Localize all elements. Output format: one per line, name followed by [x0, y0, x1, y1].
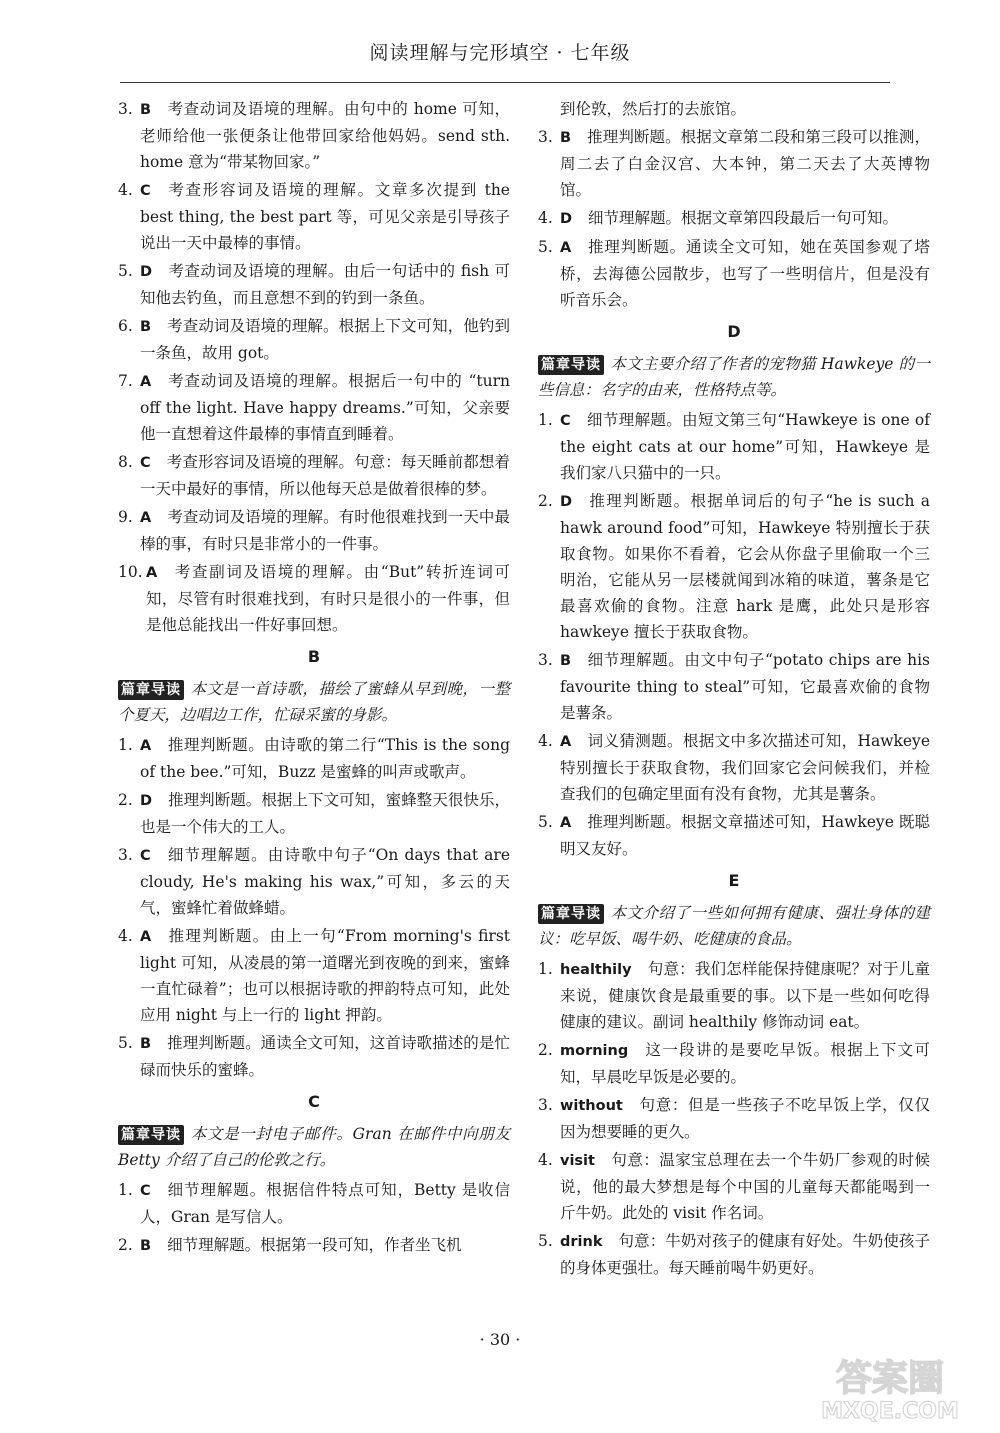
answer-item — [538, 809, 930, 862]
answer-key: D — [560, 494, 573, 510]
item-number: 4. — [118, 181, 133, 199]
explanation: 考查副词及语境的理解。由“But”转折连词可知，尽管有时很难找到，有时只是很小的一件事，但是他总能找出一件好事回想。 — [146, 563, 510, 634]
reading-guide-c — [118, 1121, 510, 1173]
answer-item — [538, 234, 930, 313]
guide-badge: 篇章导读 — [538, 355, 604, 375]
item-number: 8. — [118, 453, 133, 471]
answer-key: A — [140, 929, 152, 945]
explanation: 细节理解题。根据信件特点可知，Betty 是收信人，Gran 是写信人。 — [140, 1181, 510, 1226]
item-number: 5. — [538, 813, 553, 831]
answer-item — [118, 1232, 510, 1259]
guide-text: 本文主要介绍了作者的宠物猫 Hawkeye 的一些信息：名字的由来，性格特点等。 — [538, 355, 930, 399]
answer-key: drink — [560, 1234, 603, 1250]
item-number: 3. — [118, 846, 133, 864]
answer-item — [118, 177, 510, 256]
reading-guide-d — [538, 351, 930, 403]
answer-key: B — [140, 1238, 152, 1254]
answer-key: B — [140, 319, 152, 335]
guide-text: 本文是一首诗歌，描绘了蜜蜂从早到晚，一整个夏天，边唱边工作，忙碌采蜜的身影。 — [118, 680, 510, 724]
item-number: 10. — [118, 563, 143, 581]
item-number: 3. — [538, 651, 553, 669]
item-number: 1. — [118, 736, 133, 754]
left-column — [118, 96, 510, 1261]
answer-item — [118, 258, 510, 311]
explanation: 考查动词及语境的理解。根据上下文可知，他钓到一条鱼，故用 got。 — [140, 317, 510, 362]
explanation: 考查动词及语境的理解。根据后一句中的 “turn off the light. Have happy dreams.”可知，父亲要他一直想着这件最棒的事情直到睡着。 — [140, 372, 510, 443]
explanation: 考查动词及语境的理解。由句中的 home 可知，老师给他一张便条让他带回家给他妈妈。send sth. home 意为“带某物回家。” — [140, 100, 510, 171]
answer-key: B — [560, 130, 572, 146]
answer-item — [118, 559, 510, 638]
item-number: 6. — [118, 317, 133, 335]
answer-key: D — [140, 793, 153, 809]
answer-list-d — [538, 407, 930, 862]
answer-item — [118, 732, 510, 785]
item-number: 1. — [538, 411, 553, 429]
explanation: 句意：温家宝总理在去一个牛奶厂参观的时候说，他的最大梦想是每个中国的儿童每天都能喝到一斤牛奶。此处的 visit 作名词。 — [560, 1151, 930, 1222]
item-number: 2. — [118, 1236, 133, 1254]
item-number: 5. — [118, 262, 133, 280]
continued-text — [538, 96, 930, 122]
answer-key: B — [140, 1036, 152, 1052]
explanation: 推理判断题。根据单词后的句子“he is such a hawk around food”可知，Hawkeye 特别擅长于获取食物。如果你不看着，它会从你盘子里偷取一个三明治，它能从另一层楼就闻到冰箱的味道，薯条是它最喜欢偷的食物。注意 hark 是鹰，此处只是形容 hawkeye 擅长于获取食物。 — [560, 492, 930, 641]
answer-key: A — [140, 738, 152, 754]
item-number: 1. — [118, 1181, 133, 1199]
reading-guide-b — [118, 676, 510, 728]
guide-text: 本文是一封电子邮件。Gran 在邮件中向朋友 Betty 介绍了自己的伦敦之行。 — [118, 1125, 510, 1169]
item-number: 2. — [538, 492, 553, 510]
explanation: 词义猜测题。根据文中多次描述可知，Hawkeye 特别擅长于获取食物，我们回家它会问候我们，并检查我们的包确定里面有没有食物，尤其是薯条。 — [560, 732, 930, 803]
answer-list-c — [118, 1177, 510, 1259]
answer-key: B — [140, 102, 152, 118]
answer-key: A — [560, 734, 572, 750]
answer-list-e — [538, 956, 930, 1281]
explanation: 推理判断题。由上一句“From morning's first light 可知，从凌晨的第一道曙光到夜晚的到来，蜜蜂一直忙碌着”；也可以根据诗歌的押韵特点可知，此处应用 night 与上一行的 light 押韵。 — [140, 927, 510, 1024]
item-number: 4. — [538, 209, 553, 227]
item-number: 7. — [118, 372, 133, 390]
answer-key: C — [140, 183, 151, 199]
continuation-text: 到伦敦，然后打的去旅馆。 — [560, 100, 747, 118]
answer-key: healthily — [560, 962, 632, 978]
guide-badge: 篇章导读 — [118, 1125, 184, 1145]
explanation: 考查形容词及语境的理解。文章多次提到 the best thing, the best part 等，可见父亲是引导孩子说出一天中最棒的事情。 — [140, 181, 510, 252]
guide-text: 本文介绍了一些如何拥有健康、强壮身体的建议：吃早饭、喝牛奶、吃健康的食品。 — [538, 904, 930, 948]
answer-item — [538, 1037, 930, 1090]
reading-guide-e — [538, 900, 930, 952]
item-number: 5. — [538, 1232, 553, 1250]
running-header — [0, 38, 1000, 78]
watermark-logo — [792, 1352, 988, 1424]
explanation: 考查形容词及语境的理解。句意：每天睡前都想着一天中最好的事情，所以他每天总是做着很棒的梦。 — [140, 453, 510, 498]
answer-item — [118, 96, 510, 175]
watermark-title: 答案圈 — [835, 1358, 945, 1399]
answer-item — [118, 1177, 510, 1230]
answer-item — [538, 1092, 930, 1145]
explanation: 推理判断题。根据文章第二段和第三段可以推测，周二去了白金汉宫、大本钟，第二天去了大英博物馆。 — [560, 128, 930, 199]
explanation: 句意：但是一些孩子不吃早饭上学，仅仅因为想要睡的更久。 — [560, 1096, 930, 1141]
answer-key: D — [560, 211, 573, 227]
guide-badge: 篇章导读 — [538, 904, 604, 924]
answer-item — [118, 313, 510, 366]
answer-item — [538, 407, 930, 486]
section-heading-e: E — [728, 871, 740, 890]
answer-item — [538, 1147, 930, 1226]
explanation: 细节理解题。由文中句子“potato chips are his favourite thing to steal”可知，它最喜欢偷的食物是薯条。 — [560, 651, 930, 722]
item-number: 5. — [118, 1034, 133, 1052]
item-number: 2. — [538, 1041, 553, 1059]
answer-key: D — [140, 264, 153, 280]
answer-item — [118, 1030, 510, 1083]
section-heading-c: C — [308, 1092, 320, 1111]
answer-key: C — [140, 455, 151, 471]
answer-key: B — [560, 653, 572, 669]
answer-key: C — [140, 1183, 151, 1199]
answer-item — [118, 368, 510, 447]
answer-item — [118, 923, 510, 1028]
answer-item — [538, 488, 930, 645]
answer-item — [118, 504, 510, 557]
guide-badge: 篇章导读 — [118, 680, 184, 700]
answer-key: A — [560, 240, 572, 256]
answer-item — [118, 842, 510, 921]
answer-item — [538, 1228, 930, 1281]
answer-key: without — [560, 1098, 623, 1114]
explanation: 细节理解题。根据文章第四段最后一句可知。 — [588, 209, 899, 227]
explanation: 推理判断题。由诗歌的第二行“This is the song of the bee.”可知，Buzz 是蜜蜂的叫声或歌声。 — [140, 736, 510, 781]
answer-item — [118, 787, 510, 840]
answer-key: C — [560, 413, 571, 429]
watermark-url: MXQE.COM — [821, 1399, 959, 1424]
page-number: · 30 · — [479, 1330, 521, 1349]
item-number: 4. — [118, 927, 133, 945]
explanation: 推理判断题。通读全文可知，这首诗歌描述的是忙碌而快乐的蜜蜂。 — [140, 1034, 510, 1079]
answer-key: A — [140, 510, 152, 526]
answer-item — [538, 956, 930, 1035]
explanation: 细节理解题。根据第一段可知，作者坐飞机 — [167, 1236, 462, 1254]
answer-key: morning — [560, 1043, 629, 1059]
explanation: 细节理解题。由短文第三句“Hawkeye is one of the eight cats at our home”可知，Hawkeye 是我们家八只猫中的一只。 — [560, 411, 930, 482]
answer-item — [538, 647, 930, 726]
item-number: 3. — [538, 128, 553, 146]
answer-item — [118, 449, 510, 502]
answer-list-c-continued — [538, 124, 930, 313]
section-heading-d: D — [727, 322, 741, 341]
item-number: 3. — [538, 1096, 553, 1114]
answer-item — [538, 124, 930, 203]
answer-key: A — [140, 374, 152, 390]
answer-key: A — [146, 565, 158, 581]
answer-key: C — [140, 848, 151, 864]
header-rule — [120, 82, 890, 83]
explanation: 细节理解题。由诗歌中句子“On days that are cloudy, He's making his wax,”可知，多云的天气，蜜蜂忙着做蜂蜡。 — [140, 846, 510, 917]
answer-list-b — [118, 732, 510, 1083]
header-title: 阅读理解与完形填空 · 七年级 — [369, 42, 631, 64]
item-number: 1. — [538, 960, 553, 978]
answer-key: A — [560, 815, 572, 831]
item-number: 9. — [118, 508, 133, 526]
item-number: 5. — [538, 238, 553, 256]
explanation: 这一段讲的是要吃早饭。根据上下文可知，早晨吃早饭是必要的。 — [560, 1041, 930, 1086]
explanation: 句意：牛奶对孩子的健康有好处。牛奶使孩子的身体更强壮。每天睡前喝牛奶更好。 — [560, 1232, 930, 1277]
item-number: 4. — [538, 732, 553, 750]
explanation: 句意：我们怎样能保持健康呢？对于儿童来说，健康饮食是最重要的事。以下是一些如何吃得健康的建议。副词 healthily 修饰动词 eat。 — [560, 960, 930, 1031]
answer-item — [538, 728, 930, 807]
explanation: 推理判断题。通读全文可知，她在英国参观了塔桥，去海德公园散步，也写了一些明信片，但是没有听音乐会。 — [560, 238, 930, 309]
right-column — [538, 96, 930, 1283]
explanation: 推理判断题。根据文章描述可知，Hawkeye 既聪明又友好。 — [560, 813, 930, 858]
explanation: 推理判断题。根据上下文可知，蜜蜂整天很快乐，也是一个伟大的工人。 — [140, 791, 510, 836]
explanation: 考查动词及语境的理解。由后一句话中的 fish 可知他去钓鱼，而且意想不到的钓到一条鱼。 — [140, 262, 510, 307]
answer-list-a — [118, 96, 510, 638]
item-number: 2. — [118, 791, 133, 809]
answer-item — [538, 205, 930, 232]
answer-key: visit — [560, 1153, 595, 1169]
item-number: 4. — [538, 1151, 553, 1169]
section-heading-b: B — [307, 647, 321, 666]
explanation: 考查动词及语境的理解。有时他很难找到一天中最棒的事，有时只是非常小的一件事。 — [140, 508, 510, 553]
item-number: 3. — [118, 100, 133, 118]
